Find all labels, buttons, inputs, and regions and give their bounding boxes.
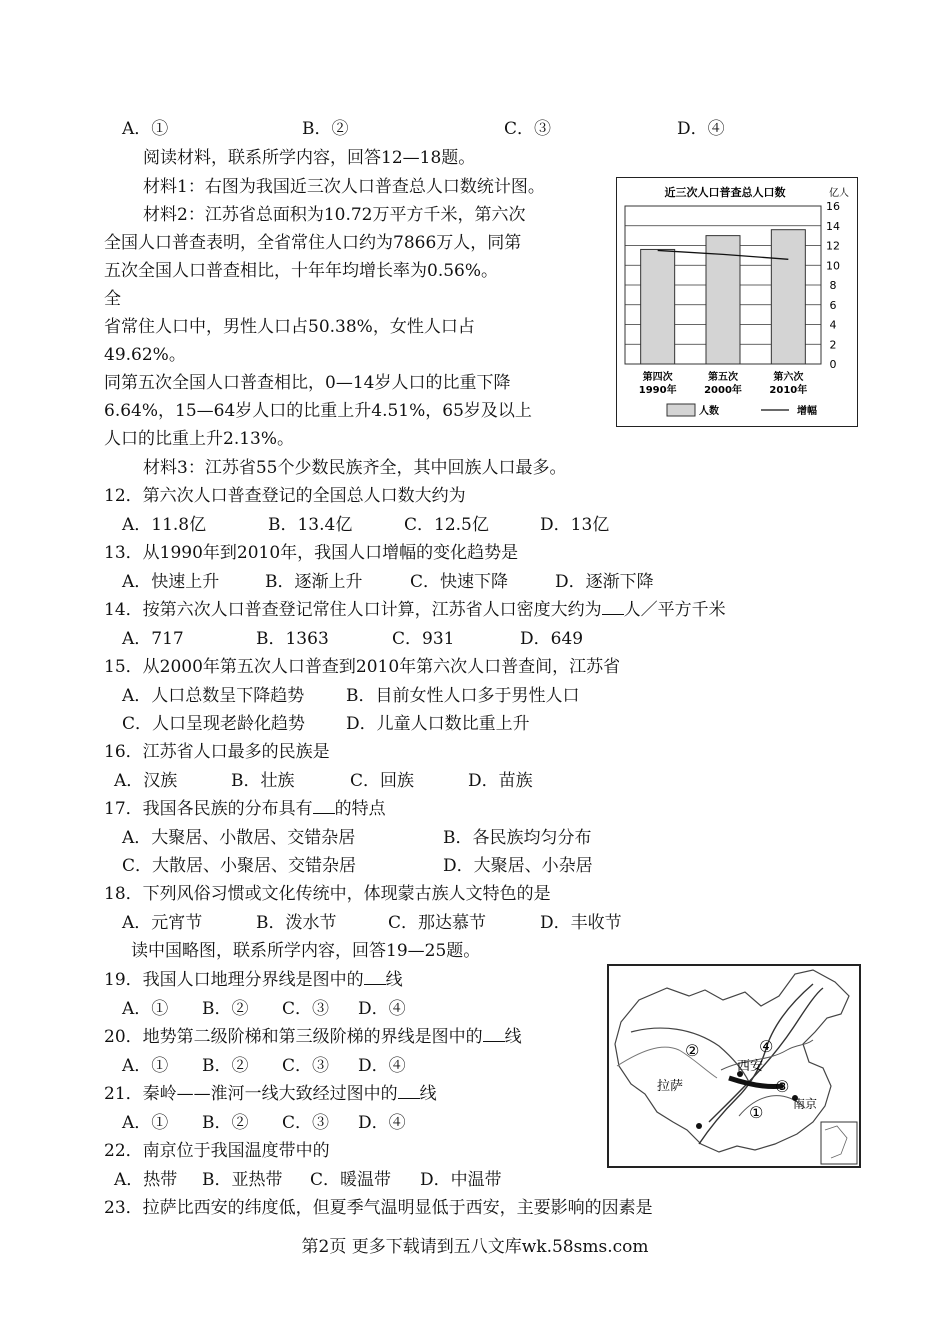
legend-bar-swatch — [667, 404, 695, 416]
line-2-marker: ② — [685, 1041, 700, 1060]
q20-stem-before: 20．地势第二级阶梯和第三级阶梯的界线是图中的 — [104, 1027, 483, 1047]
q14-option-b: B．1363 — [256, 629, 329, 649]
q16-option-d: D．苗族 — [468, 771, 533, 791]
q17-option-c: C．大散居、小聚居、交错杂居 — [122, 856, 357, 876]
y-tick-label: 4 — [829, 318, 837, 332]
question-13: 13．从1990年到2010年，我国人口增幅的变化趋势是 — [104, 543, 519, 563]
legend-line-label: 增幅 — [797, 406, 817, 417]
option-c: C．③ — [504, 119, 552, 139]
question-22: 22．南京位于我国温度带中的 — [104, 1141, 330, 1161]
question-14 — [104, 599, 726, 621]
q20-option-a: A．① — [122, 1056, 169, 1076]
q12-option-b: B．13.4亿 — [268, 515, 353, 535]
bar — [641, 249, 675, 364]
material-2-line: 五次全国人口普查相比，十年年均增长率为0.56%。 — [104, 261, 499, 281]
option-a: A．① — [122, 119, 169, 139]
chart-y-unit: 亿人 — [829, 188, 849, 199]
q12-option-c: C．12.5亿 — [404, 515, 489, 535]
line-3-marker: ③ — [775, 1077, 790, 1096]
q21-option-d: D．④ — [358, 1113, 406, 1133]
q22-option-a: A．热带 — [114, 1170, 178, 1190]
q19-option-b: B．② — [202, 999, 249, 1019]
q21-stem-before: 21．秦岭——淮河一线大致经过图中的 — [104, 1084, 398, 1104]
q22-option-d: D．中温带 — [420, 1170, 502, 1190]
china-map-svg — [609, 966, 859, 1166]
q17-stem-after: 的特点 — [334, 799, 386, 819]
q14-option-d: D．649 — [520, 629, 584, 649]
q17-option-a: A．大聚居、小散居、交错杂居 — [122, 828, 356, 848]
question-17 — [104, 798, 386, 820]
x-tick-label: 第六次 — [773, 372, 804, 383]
q19-stem-before: 19．我国人口地理分界线是图中的 — [104, 970, 364, 990]
material-3: 材料3：江苏省55个少数民族齐全，其中回族人口最多。 — [143, 458, 567, 478]
q18-option-c: C．那达慕节 — [388, 913, 487, 933]
y-tick-label: 6 — [829, 298, 837, 312]
q19-option-a: A．① — [122, 999, 169, 1019]
intro-text: 阅读材料，联系所学内容，回答12—18题。 — [143, 148, 476, 168]
answer-blank — [483, 1027, 505, 1042]
material-2-line: 同第五次全国人口普查相比，0—14岁人口的比重下降 — [104, 373, 511, 393]
q12-option-d: D．13亿 — [540, 515, 610, 535]
answer-blank — [602, 600, 624, 615]
q22-option-b: B．亚热带 — [202, 1170, 283, 1190]
lhasa-label: 拉萨 — [657, 1079, 684, 1094]
q20-stem-after: 线 — [504, 1027, 522, 1047]
x-tick-label: 2010年 — [769, 385, 808, 396]
q22-option-c: C．暖温带 — [310, 1170, 392, 1190]
q12-option-a: A．11.8亿 — [122, 515, 207, 535]
material-2-line: 全国人口普查表明，全省常住人口约为7866万人，同第 — [104, 233, 522, 253]
y-tick-label: 16 — [826, 200, 840, 213]
q18-option-a: A．元宵节 — [122, 913, 203, 933]
q14-stem-before: 14．按第六次人口普查登记常住人口计算，江苏省人口密度大约为 — [104, 600, 602, 620]
question-18: 18．下列风俗习惯或文化传统中，体现蒙古族人文特色的是 — [104, 884, 551, 904]
material-2-line: 省常住人口中，男性人口占50.38%，女性人口占 — [104, 317, 475, 337]
china-map — [607, 964, 861, 1168]
answer-blank — [313, 799, 335, 814]
q14-option-c: C．931 — [392, 629, 455, 649]
material-2-line: 人口的比重上升2.13%。 — [104, 429, 295, 449]
material-2-line: 6.64%，15—64岁人口的比重上升4.51%，65岁及以上 — [104, 401, 532, 421]
plateau-boundary — [617, 1047, 717, 1078]
nanjing-label: 南京 — [793, 1097, 818, 1111]
q21-option-b: B．② — [202, 1113, 249, 1133]
q13-option-b: B．逐渐上升 — [265, 572, 363, 592]
intro-map-text: 读中国略图，联系所学内容，回答19—25题。 — [131, 941, 481, 961]
q15-option-b: B．目前女性人口多于男性人口 — [346, 686, 580, 706]
q17-option-b: B．各民族均匀分布 — [443, 828, 592, 848]
question-16: 16．江苏省人口最多的民族是 — [104, 742, 330, 762]
question-23: 23．拉萨比西安的纬度低，但夏季气温明显低于西安，主要影响的因素是 — [104, 1198, 653, 1218]
q21-option-c: C．③ — [282, 1113, 330, 1133]
q19-option-c: C．③ — [282, 999, 330, 1019]
q18-option-d: D．丰收节 — [540, 913, 622, 933]
q20-option-d: D．④ — [358, 1056, 406, 1076]
y-tick-label: 12 — [826, 239, 840, 253]
q18-option-b: B．泼水节 — [256, 913, 337, 933]
x-tick-label: 1990年 — [638, 385, 677, 396]
page-footer: 第2页 更多下载请到五八文库wk.58sms.com — [301, 1237, 649, 1257]
q16-option-c: C．回族 — [350, 771, 415, 791]
q15-option-a: A．人口总数呈下降趋势 — [122, 686, 305, 706]
material-2-line: 全 — [104, 289, 121, 309]
y-tick-label: 14 — [826, 219, 840, 233]
y-tick-label: 10 — [826, 259, 840, 273]
x-tick-label: 2000年 — [704, 385, 742, 396]
population-chart-svg — [617, 178, 857, 426]
q17-stem-before: 17．我国各民族的分布具有 — [104, 799, 313, 819]
q14-option-a: A．717 — [122, 629, 184, 649]
q13-option-a: A．快速上升 — [122, 572, 220, 592]
bar — [771, 230, 805, 364]
q19-option-d: D．④ — [358, 999, 406, 1019]
option-b: B．② — [302, 119, 349, 139]
xian-label: 西安 — [737, 1059, 764, 1074]
q16-option-a: A．汉族 — [114, 771, 178, 791]
x-tick-label: 第五次 — [708, 372, 738, 383]
q13-option-c: C．快速下降 — [410, 572, 509, 592]
material-2-line: 材料2：江苏省总面积为10.72万平方千米，第六次 — [143, 205, 526, 225]
option-d: D．④ — [677, 119, 725, 139]
chart-title: 近三次人口普查总人口数 — [664, 186, 786, 199]
q14-stem-after: 人／平方千米 — [623, 600, 726, 620]
line-1-marker: ① — [749, 1103, 764, 1122]
line-4-marker: ④ — [759, 1037, 774, 1056]
question-21 — [104, 1083, 437, 1105]
lhasa-dot — [696, 1123, 702, 1129]
q16-option-b: B．壮族 — [231, 771, 295, 791]
q21-stem-after: 线 — [419, 1084, 437, 1104]
question-20 — [104, 1026, 522, 1048]
answer-blank — [398, 1084, 420, 1099]
q20-option-b: B．② — [202, 1056, 249, 1076]
material-1: 材料1：右图为我国近三次人口普查总人口数统计图。 — [143, 177, 545, 197]
question-12: 12．第六次人口普查登记的全国总人口数大约为 — [104, 486, 466, 506]
q21-option-a: A．① — [122, 1113, 169, 1133]
answer-blank — [364, 970, 386, 985]
question-19 — [104, 969, 403, 991]
q19-stem-after: 线 — [385, 970, 403, 990]
q13-option-d: D．逐渐下降 — [555, 572, 654, 592]
population-chart — [616, 177, 858, 427]
q17-option-d: D．大聚居、小杂居 — [443, 856, 593, 876]
q15-option-d: D．儿童人口数比重上升 — [346, 714, 530, 734]
legend-bar-label: 人数 — [699, 406, 719, 417]
x-tick-label: 第四次 — [642, 372, 673, 383]
q15-option-c: C．人口呈现老龄化趋势 — [122, 714, 306, 734]
material-2-line: 49.62%。 — [104, 345, 186, 365]
y-tick-label: 0 — [829, 358, 837, 371]
y-tick-label: 8 — [829, 279, 837, 292]
y-tick-label: 2 — [829, 338, 837, 352]
q20-option-c: C．③ — [282, 1056, 330, 1076]
question-15: 15．从2000年第五次人口普查到2010年第六次人口普查间，江苏省 — [104, 657, 621, 677]
